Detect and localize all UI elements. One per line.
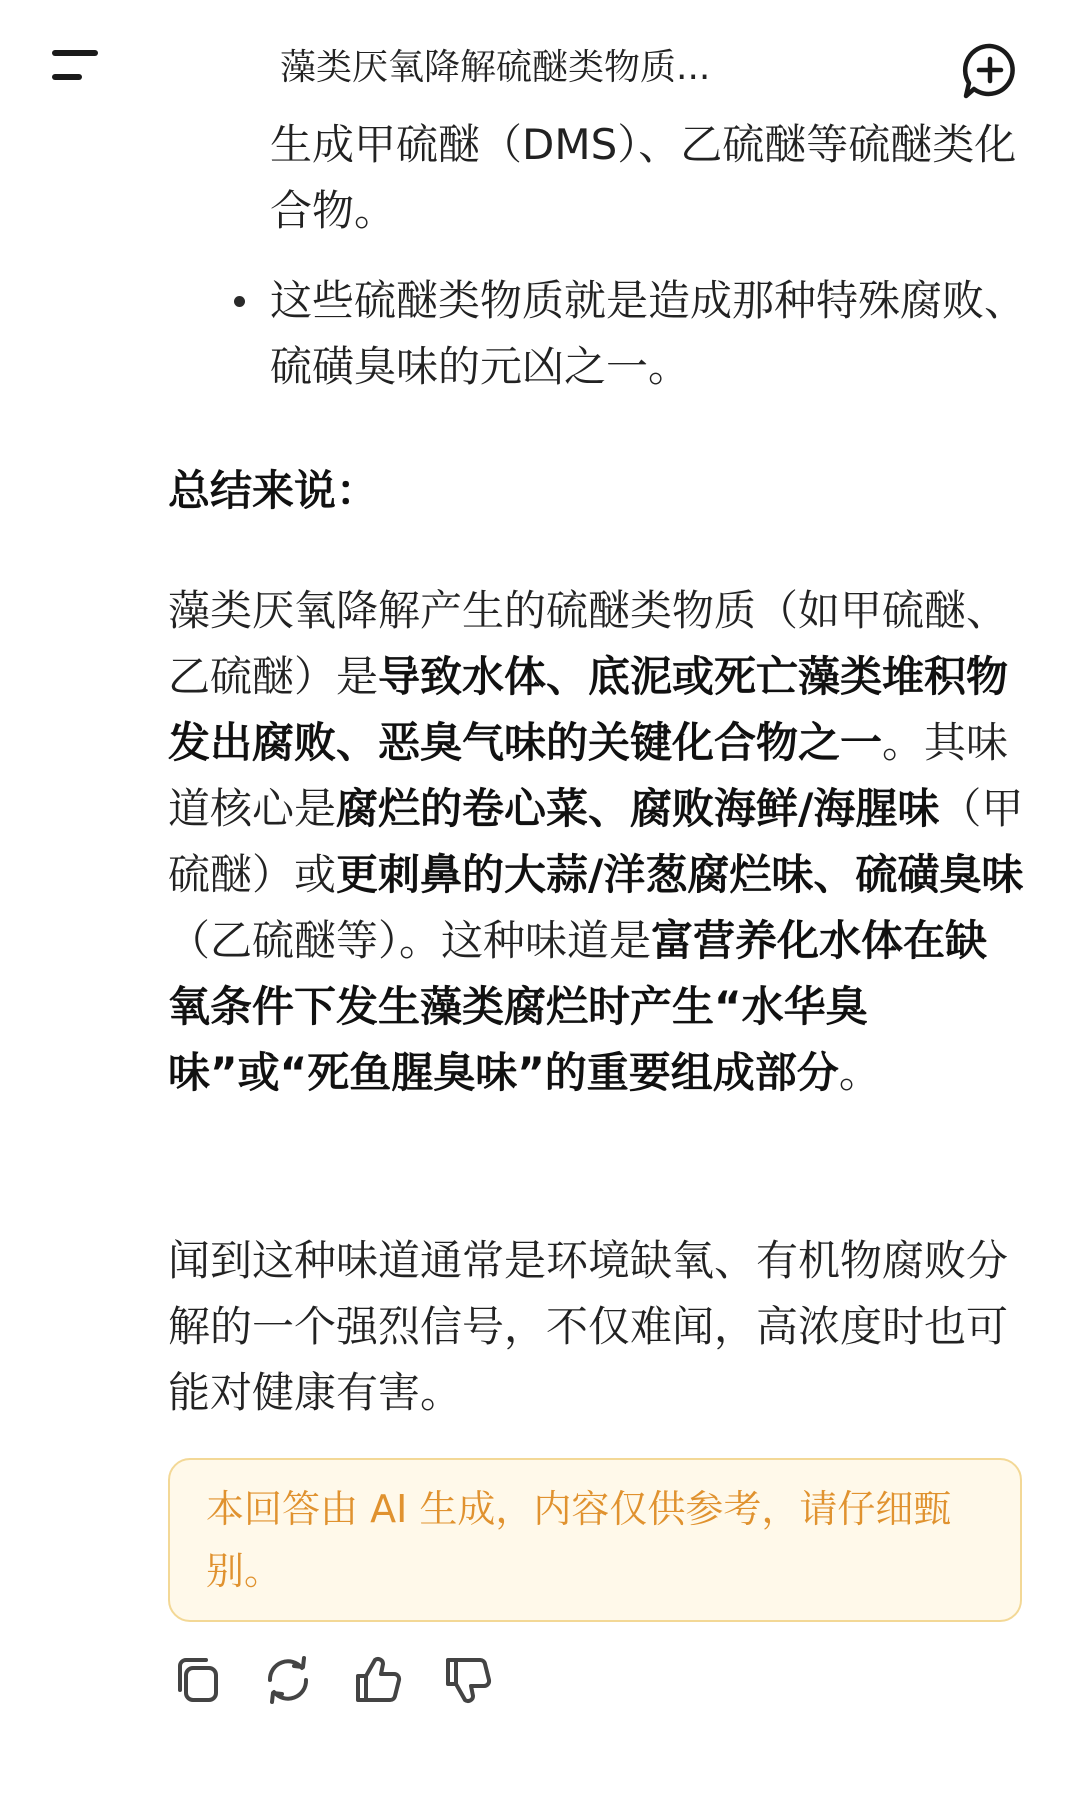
conversation-title[interactable]: 藻类厌氧降解硫醚类物质... [280, 47, 711, 88]
thumbs-down-icon [438, 1650, 498, 1710]
like-button[interactable] [348, 1650, 408, 1710]
top-bar [0, 0, 1080, 120]
menu-icon [52, 50, 98, 56]
regenerate-button[interactable] [258, 1650, 318, 1710]
regenerate-icon [258, 1650, 318, 1710]
copy-button[interactable] [168, 1650, 228, 1710]
summary-emphasis: 腐烂的卷心菜、腐败海鲜/海腥味 [336, 784, 940, 833]
new-chat-icon [954, 36, 1026, 108]
summary-heading: 总结来说： [168, 466, 379, 515]
summary-text: （甲硫醚）或 [168, 784, 1024, 899]
dislike-button[interactable] [438, 1650, 498, 1710]
new-chat-button[interactable] [954, 36, 1026, 108]
summary-emphasis: 富营养化水体在缺氧条件下发生藻类腐烂时产生“水华臭味”或“死鱼腥臭味”的重要组成部分 [168, 916, 988, 1097]
summary-text: （乙硫醚等）。这种味道是 [168, 916, 652, 965]
bullet-point [234, 296, 245, 307]
ai-disclaimer-box [168, 1458, 1022, 1622]
summary-text: 。 [838, 1048, 881, 1097]
summary-paragraph [168, 578, 1028, 1106]
menu-button[interactable] [44, 42, 104, 92]
summary-text: 。其味道核心是 [168, 718, 1009, 833]
thumbs-up-icon [348, 1650, 408, 1710]
copy-icon [168, 1650, 228, 1710]
closing-paragraph: 闻到这种味道通常是环境缺氧、有机物腐败分解的一个强烈信号，不仅难闻，高浓度时也可能对健康有害。 [168, 1236, 1009, 1417]
summary-text: 藻类厌氧降解产生的硫醚类物质（如甲硫醚、乙硫醚）是 [168, 586, 1009, 701]
bullet-continuation-text: 生成甲硫醚（DMS）、乙硫醚等硫醚类化合物。 [270, 120, 1017, 235]
summary-emphasis: 更刺鼻的大蒜/洋葱腐烂味、硫磺臭味 [336, 850, 1024, 899]
ai-disclaimer-text: 本回答由 AI 生成，内容仅供参考，请仔细甄别。 [206, 1487, 952, 1593]
summary-emphasis: 导致水体、底泥或死亡藻类堆积物发出腐败、恶臭气味的关键化合物之一 [168, 652, 1009, 767]
bullet-item-text: 这些硫醚类物质就是造成那种特殊腐败、硫磺臭味的元凶之一。 [270, 276, 1027, 391]
menu-icon-bar [52, 74, 82, 80]
